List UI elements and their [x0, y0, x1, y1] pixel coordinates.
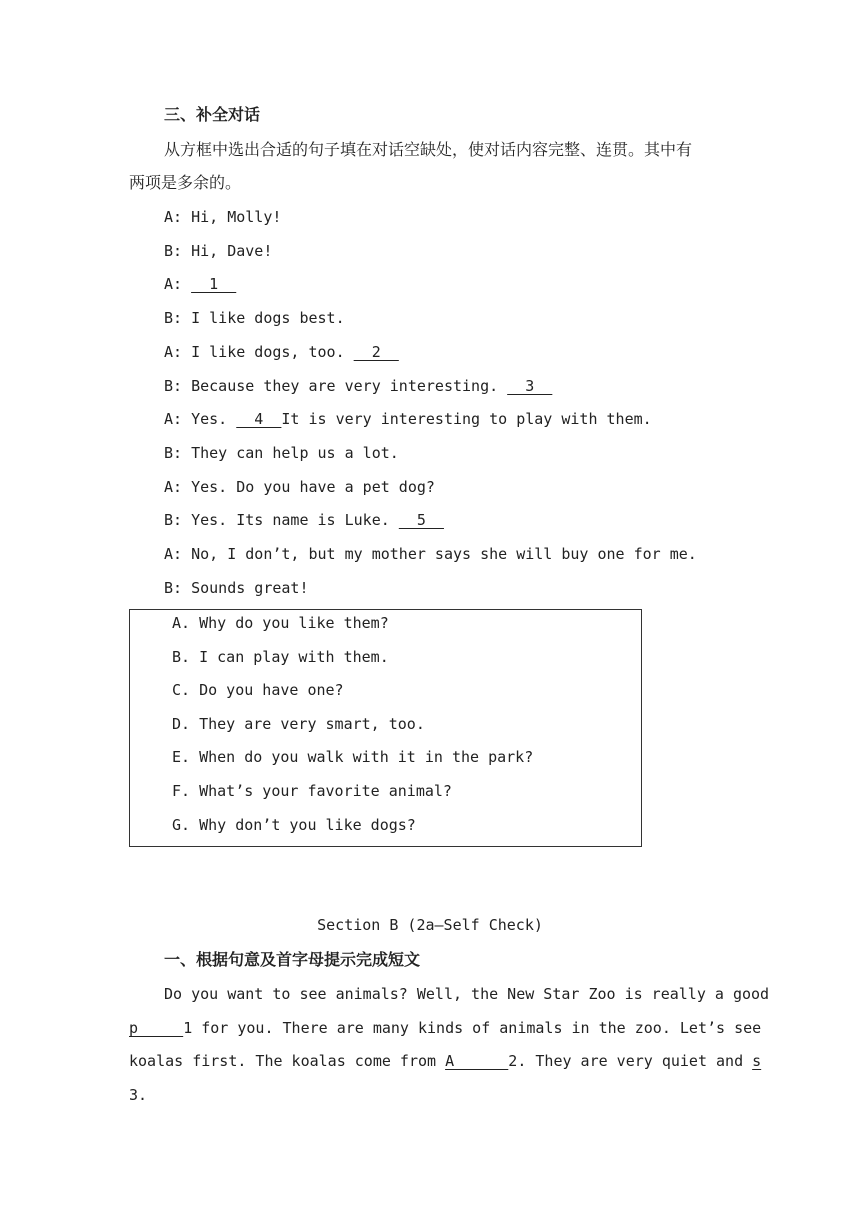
dialogue-line: B: Hi, Dave!	[164, 242, 273, 260]
dialogue-text: A: Yes.	[164, 410, 237, 428]
option-f: F. What’s your favorite animal?	[172, 782, 452, 800]
dialogue-line: A: Yes. Do you have a pet dog?	[164, 478, 435, 496]
passage-line	[129, 1018, 762, 1038]
part-1-title: 一、根据句意及首字母提示完成短文	[164, 950, 421, 969]
blank-4: 4	[236, 410, 282, 428]
blank-3: 3	[507, 377, 553, 395]
blank-1: 1	[191, 275, 237, 293]
dialogue-line: B: They can help us a lot.	[164, 444, 399, 462]
passage-text: 1 for you. There are many kinds of animals in the zoo. Let’s see	[183, 1019, 762, 1037]
dialogue-line: B: I like dogs best.	[164, 309, 345, 327]
passage-line: 3.	[129, 1086, 148, 1104]
section-b-heading: Section B (2a—Self Check)	[317, 916, 543, 934]
dialogue-line: B: Sounds great!	[164, 579, 309, 597]
dialogue-line	[164, 342, 399, 362]
dialogue-text: It is very interesting to play with them.	[281, 410, 652, 428]
passage-text: koalas first. The koalas come from	[129, 1052, 446, 1070]
passage-text: 2. They are very quiet and	[508, 1052, 753, 1070]
instruction-line-1: 从方框中选出合适的句子填在对话空缺处，使对话内容完整、连贯。其中有	[164, 140, 693, 159]
dialogue-text: B: Yes. Its name is Luke.	[164, 511, 399, 529]
option-g: G. Why don’t you like dogs?	[172, 816, 416, 834]
blank-a: A	[445, 1052, 509, 1070]
option-e: E. When do you walk with it in the park?	[172, 748, 534, 766]
passage-text: Do you want to see animals? Well, the New Star Zoo is really a good	[164, 985, 770, 1003]
option-b: B. I can play with them.	[172, 648, 389, 666]
option-d: D. They are very smart, too.	[172, 715, 425, 733]
option-c: C. Do you have one?	[172, 681, 344, 699]
options-box	[129, 609, 642, 847]
dialogue-line: A: Hi, Molly!	[164, 208, 282, 226]
dialogue-text: B: Because they are very interesting.	[164, 377, 508, 395]
passage-line	[129, 984, 770, 1004]
section-title: 三、补全对话	[164, 105, 261, 124]
dialogue-line: A: No, I don’t, but my mother says she will buy one for me.	[164, 545, 697, 563]
dialogue-line	[164, 409, 652, 429]
blank-p: p	[129, 1019, 184, 1037]
blank-s: s	[752, 1052, 762, 1070]
option-a: A. Why do you like them?	[172, 614, 389, 632]
dialogue-line	[164, 274, 236, 294]
dialogue-line	[164, 510, 444, 530]
dialogue-text: A: I like dogs, too.	[164, 343, 354, 361]
blank-5: 5	[398, 511, 444, 529]
dialogue-text: A:	[164, 275, 192, 293]
instruction-line-2: 两项是多余的。	[129, 173, 242, 192]
blank-2: 2	[353, 343, 399, 361]
passage-line	[129, 1051, 762, 1071]
dialogue-line	[164, 376, 552, 396]
